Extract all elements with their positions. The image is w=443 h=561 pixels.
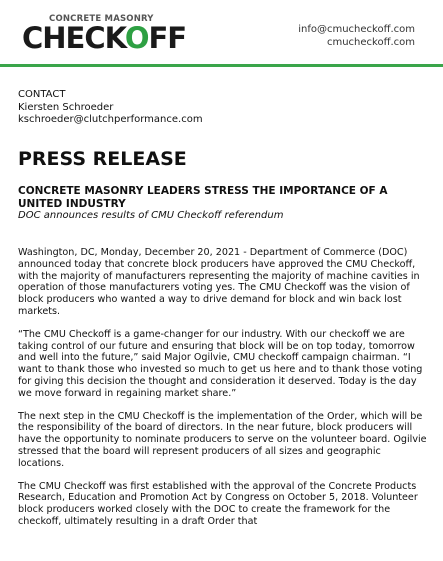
logo-wordmark-prefix: CHECK <box>22 21 125 55</box>
header-contact-info <box>298 23 415 49</box>
logo-wordmark-suffix: FF <box>148 21 187 55</box>
paragraph-3: The next step in the CMU Checkoff is the implementation of the Order, which will be the responsibility of the board of directors. In the near future, block producers will have the opportunity to nominate producers to serve on the volunteer board. Ogilvie stressed that the board will represent producers of all sizes and geographic locations. <box>18 410 427 469</box>
media-contact-block <box>18 89 203 127</box>
paragraph-2: “The CMU Checkoff is a game-changer for our industry. With our checkoff we are taking control of our future and ensuring that block will be on top today, tomorrow and well into the future,” said Major Ogilvie, CMU checkoff campaign chairman. “I want to thank those who invested so much to get us here and to thank those voting for giving this decision the thought and consideration it deserved. Today is the day we move forward in regaining market share.” <box>18 328 423 399</box>
contact-email-link[interactable]: kschroeder@clutchperformance.com <box>18 114 203 125</box>
paragraph-1: Washington, DC, Monday, December 20, 2021 - Department of Commerce (DOC) announced today that concrete block producers have approved the CMU Checkoff, with the majority of manufacturers representing the majority of machine cavities in operation of those manufacturers voting yes. The CMU Checkoff was the vision of block producers who wanted a way to drive demand for block and win back lost markets. <box>18 247 420 317</box>
page-title: PRESS RELEASE <box>18 148 187 170</box>
header-divider <box>0 64 443 67</box>
release-body <box>18 247 428 539</box>
logo-check-icon: O <box>124 21 149 55</box>
contact-name: Kiersten Schroeder <box>18 101 114 113</box>
paragraph-4: The CMU Checkoff was first established with the approval of the Concrete Products Research, Education and Promotion Act by Congress on October 5, 2018. Volunteer block producers worked closely with the DOC to create the framework for the checkoff, ultimately resulting in a draft Order that <box>18 480 418 527</box>
release-headline: CONCRETE MASONRY LEADERS STRESS THE IMPORTANCE OF A UNITED INDUSTRY <box>18 185 388 210</box>
contact-label: CONTACT <box>18 89 66 100</box>
logo-tagline: CONCRETE MASONRY <box>49 14 154 24</box>
header-email-link[interactable]: info@cmucheckoff.com <box>298 24 415 35</box>
cmu-checkoff-logo <box>22 14 192 58</box>
header-website-link[interactable]: cmucheckoff.com <box>326 37 415 48</box>
release-subhead: DOC announces results of CMU Checkoff referendum <box>18 210 284 221</box>
logo-wordmark <box>22 22 186 54</box>
